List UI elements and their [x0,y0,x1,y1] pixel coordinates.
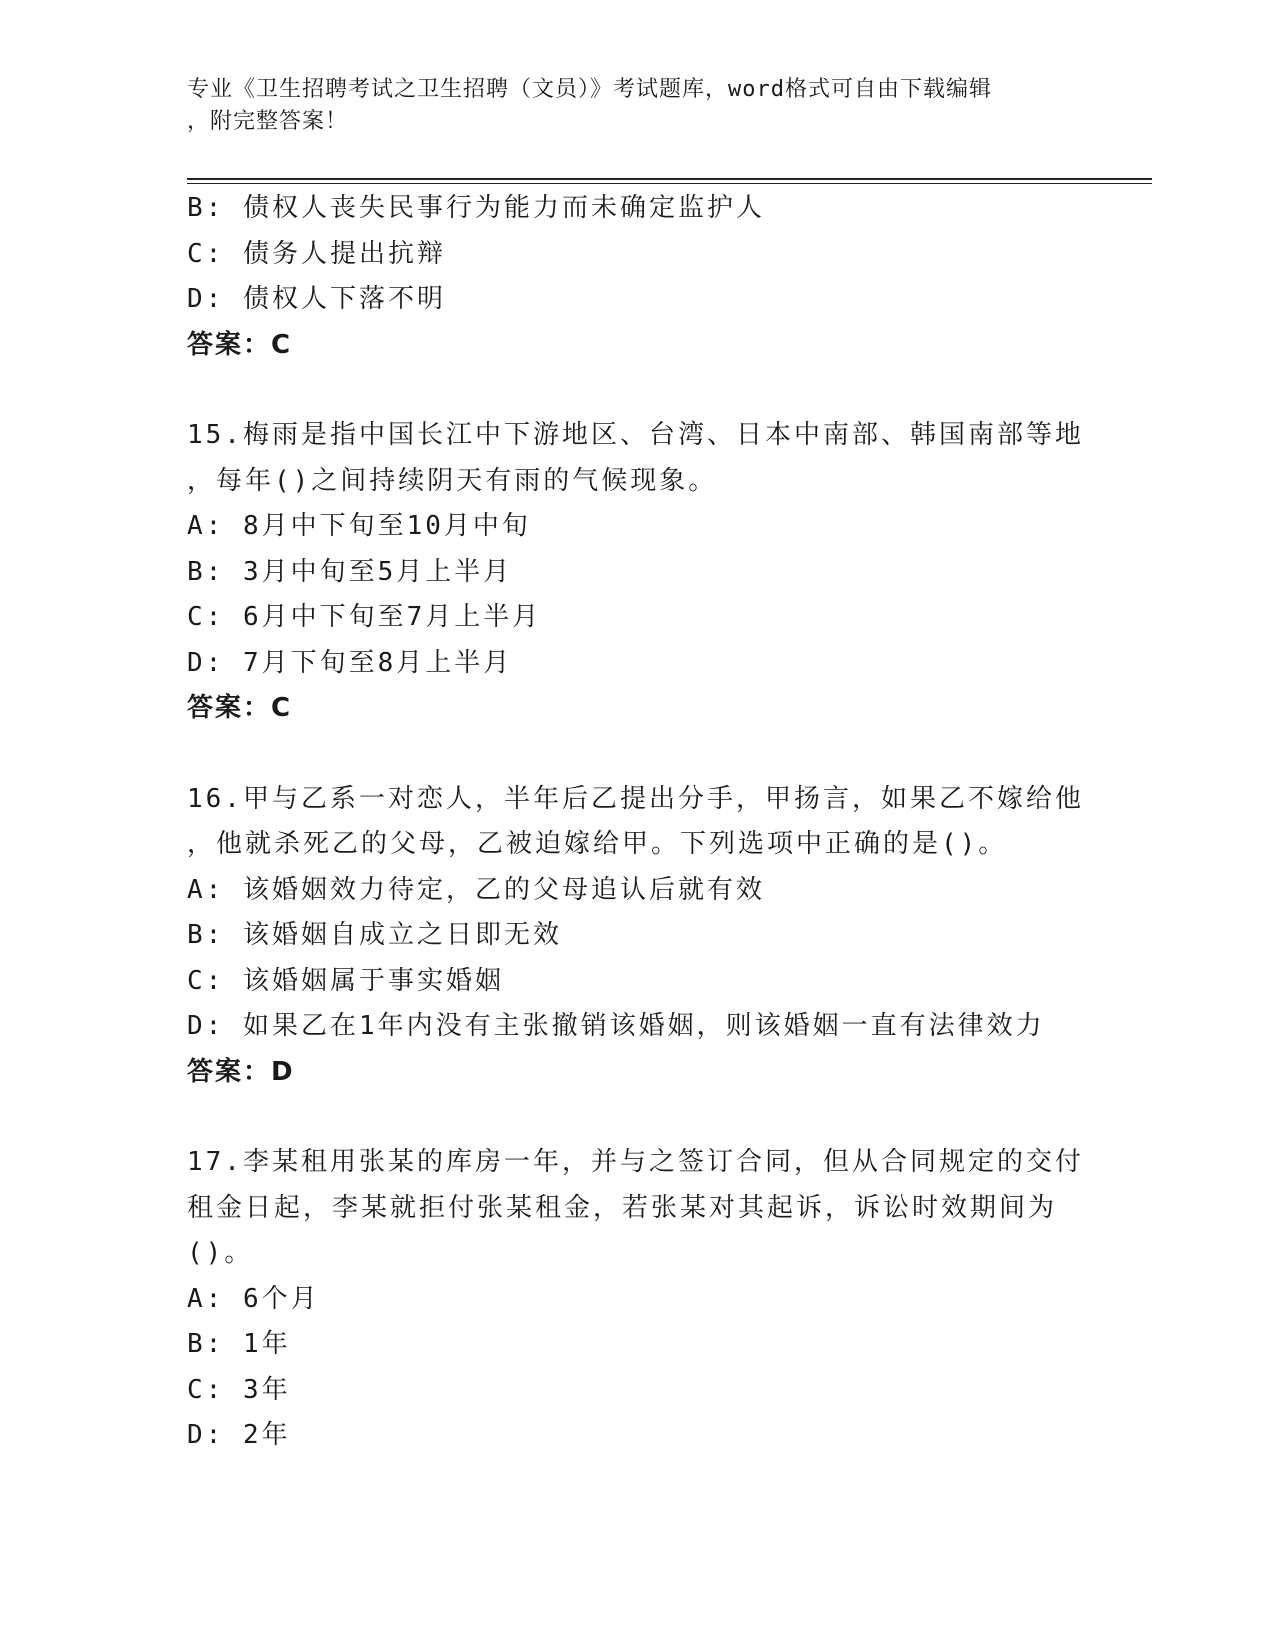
option-a: A: 8月中下旬至10月中旬 [187,511,531,541]
option-d: D: 债权人下落不明 [187,284,446,314]
spacer [187,368,1087,413]
answer: 答案：D [187,1056,295,1087]
question-stem-line: 租金日起，李某就拒付张某租金，若张某对其起诉，诉讼时效期间为 [187,1192,1058,1223]
spacer [187,732,1087,777]
option-c: C: 6月中下旬至7月上半月 [187,602,542,632]
header-line-2: ，附完整答案！ [187,109,349,134]
question-stem-line: 17.李某租用张某的库房一年，并与之签订合同，但从合同规定的交付 [187,1147,1084,1177]
question-stem-line: ，他就杀死乙的父母，乙被迫嫁给甲。下列选项中正确的是()。 [187,829,1008,859]
option-b: B: 3月中旬至5月上半月 [187,556,513,587]
header-line-1: 专业《卫生招聘考试之卫生招聘（文员）》考试题库，word格式可自由下载编辑 [187,77,992,102]
question-16 [187,777,1087,1096]
option-c: C: 该婚姻属于事实婚姻 [187,965,504,996]
question-14 [187,186,1087,368]
question-list [187,186,1087,1459]
question-17 [187,1140,1087,1459]
option-b: B: 债权人丧失民事行为能力而未确定监护人 [187,193,765,223]
spacer [187,1095,1087,1140]
option-c: C: 3年 [187,1374,291,1405]
document-header [187,74,1087,138]
header-rule-thin [187,183,1152,184]
option-c: C: 债务人提出抗辩 [187,238,446,269]
option-b: B: 1年 [187,1329,291,1359]
answer: 答案：C [187,693,293,723]
option-a: A: 6个月 [187,1283,320,1314]
question-stem-line: ，每年()之间持续阴天有雨的气候现象。 [187,465,718,496]
option-a: A: 该婚姻效力待定，乙的父母追认后就有效 [187,874,765,905]
header-rule-thick [187,178,1152,180]
option-d: D: 2年 [187,1420,291,1450]
question-15 [187,413,1087,732]
option-d: D: 如果乙在1年内没有主张撤销该婚姻，则该婚姻一直有法律效力 [187,1011,1045,1041]
question-stem-line: 16.甲与乙系一对恋人，半年后乙提出分手，甲扬言，如果乙不嫁给他 [187,783,1084,814]
option-b: B: 该婚姻自成立之日即无效 [187,920,562,950]
question-stem-line: 15.梅雨是指中国长江中下游地区、台湾、日本中南部、韩国南部等地 [187,420,1084,450]
answer: 答案：C [187,329,293,360]
option-d: D: 7月下旬至8月上半月 [187,647,513,678]
question-stem-line: ()。 [187,1238,254,1268]
